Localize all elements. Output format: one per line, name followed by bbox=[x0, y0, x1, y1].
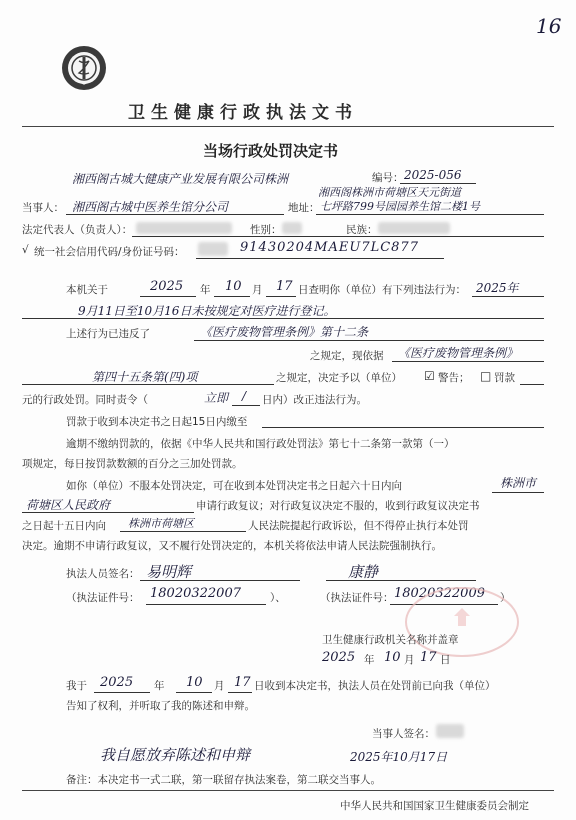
legal-rep-label: 法定代表人（负责人）： bbox=[22, 224, 133, 236]
number-label: 编号： bbox=[372, 172, 404, 184]
gender-label: 性别： bbox=[250, 224, 282, 236]
party-sign-label: 当事人签名： bbox=[372, 728, 435, 740]
official-stamp-icon bbox=[402, 586, 522, 658]
credit-label: 统一社会信用代码/身份证号码： bbox=[34, 246, 185, 258]
p1-prefix: 本机关于 bbox=[66, 284, 108, 296]
agency-day: 17 bbox=[420, 650, 437, 665]
p1-month: 10 bbox=[225, 279, 242, 294]
officer-id-2: 18020322009 bbox=[394, 586, 485, 601]
p1-basis: 之规定，现依据 bbox=[310, 350, 384, 362]
waiver-statement: 我自愿放弃陈述和申辩 bbox=[100, 746, 251, 764]
officer-id-1: 18020322007 bbox=[150, 586, 241, 601]
late-fee-line-1: 逾期不缴纳罚款的，依据《中华人民共和国行政处罚法》第七十二条第一款第（一） bbox=[66, 438, 455, 450]
p1-day: 17 bbox=[276, 279, 293, 294]
address-top-handwritten: 湘西阁株洲市荷塘区天元街道 bbox=[318, 186, 461, 199]
receipt-day: 17 bbox=[234, 675, 251, 690]
receipt-prefix: 我于 bbox=[66, 680, 87, 692]
appeal-court: 株洲市荷塘区 bbox=[128, 517, 194, 530]
handwritten-company-line: 湘西阁古城大健康产业发展有限公司株洲 bbox=[72, 172, 289, 186]
agency-year: 2025 bbox=[322, 650, 356, 665]
address-label: 地址： bbox=[288, 202, 320, 214]
agency-month: 10 bbox=[384, 650, 401, 665]
party-sign-date: 2025年10月17日 bbox=[350, 750, 448, 764]
document-title: 当场行政处罚决定书 bbox=[203, 142, 339, 160]
footer-issuer: 中华人民共和国国家卫生健康委员会制定 bbox=[340, 800, 529, 812]
appeal-gov-1: 株洲市 bbox=[500, 476, 537, 490]
basis-article: 第四十五条第(四)项 bbox=[92, 370, 198, 384]
number-value: 2025-056 bbox=[404, 168, 462, 182]
credit-check-mark: √ bbox=[22, 244, 29, 256]
basis-law: 《医疗废物管理条例》 bbox=[398, 346, 519, 360]
officer-signature-2: 康静 bbox=[348, 563, 379, 581]
remark-note: 备注：本决定书一式二联，第一联留存执法案卷，第二联交当事人。 bbox=[66, 774, 381, 786]
p1-violated: 上述行为已违反了 bbox=[66, 328, 150, 340]
party-name: 湘西阁古城中医养生馆分公司 bbox=[72, 200, 229, 214]
header-divider bbox=[22, 126, 554, 127]
violated-law: 《医疗废物管理条例》第十二条 bbox=[200, 325, 369, 339]
p1-year: 2025 bbox=[150, 279, 184, 294]
page-number: 16 bbox=[536, 14, 562, 38]
receipt-month: 10 bbox=[186, 675, 203, 690]
fine-label: 罚款 bbox=[494, 372, 515, 384]
health-emblem-icon bbox=[60, 44, 108, 92]
receipt-year: 2025 bbox=[100, 675, 134, 690]
officer-signature-1: 易明辉 bbox=[146, 563, 192, 581]
late-fee-line-2: 项规定，每日按罚款数额的百分之三加处罚款。 bbox=[22, 458, 243, 470]
appeal-gov-2: 荷塘区人民政府 bbox=[26, 498, 111, 512]
header-title: 卫生健康行政执法文书 bbox=[128, 103, 358, 123]
credit-code: 91430204MAEU7LC877 bbox=[240, 240, 419, 255]
footer-divider bbox=[22, 790, 554, 791]
appeal-line-1: 如你（单位）不服本处罚决定，可在收到本处罚决定书之日起六十日内向 bbox=[66, 480, 402, 492]
violation-description: 9月11日至10月16日未按规定对医疗进行登记。 bbox=[78, 304, 336, 318]
redacted-legal-rep bbox=[136, 222, 232, 234]
ethnicity-label: 民族： bbox=[346, 224, 378, 236]
violation-year: 2025年 bbox=[476, 281, 519, 295]
agency-label: 卫生健康行政机关名称并盖章 bbox=[322, 634, 459, 646]
payment-text: 罚款于收到本决定书之日起15日内缴至 bbox=[66, 416, 248, 428]
document-page: 16 卫生健康行政执法文书 当场行政处罚决定书 湘西阁古城大健康产业发展有限公司株洲 编号： 2025-056 湘西阁株洲市荷塘区天元街道 当事人： 湘西阁古城中医养生馆分公司 地址： 七坪路799号园园养生馆二楼1号 法定代表人（负责人）： 性别： 民族： √ 统一社会信用代码/身份证号码： 91430204MAEU7LC877 本机关于 2025 年 10 月 17 日查明你（单位）有下列违法行为： 2025年 9月11日至10月16日未按规定对医疗进行登记。 上述行为已违反了 《医疗废物管理条例》第十二条 之规定，现依据 《医疗废物管理条例》 第四十五条第(四)项 之规定，决定予以（单位） ☑ 警告； □ 罚款 元的行政处罚。同时责令（ 立即 / 日内）改正违法行为。 罚款于收到本决定书之日起15日内缴至 逾期不缴纳罚款的，依据《中华人民共和国行政处罚法》第七十二条第一款第（一） 项规定，每日按罚款数额的百分之三加处罚款。 如你（单位）不服本处罚决定，可在收到本处罚决定书之日起六十日内向 株洲市 荷塘区人民政府 申请行政复议；对行政复议决定不服的，收到行政复议决定书 之日起十五日内向 株洲市荷塘区 人民法院提起行政诉讼，但不得停止执行本处罚 决定。逾期不申请行政复议，又不履行处罚决定的，本机关将依法申请人民法院强制执行。 执法人员签名： 易明辉 康静 （执法证件号： 18020322007 ）、 （执法证件号： 18020322009 ） 卫生健康行政机关名称并盖章 2025 年 10 月 17 日 我于 2025 年 10 月 17 日收到本决定书，执法人员在处罚前已向我（单位） 告知了权利，并听取了我的陈述和申辩。 当事人签名： 我自愿放弃陈述和申辩 2025年10月17日 备注：本决定书一式二联，第一联留存执法案卷，第二联交当事人。 中华人民共和国国家卫生健康委员会制定 bbox=[0, 0, 576, 820]
receipt-line-2: 告知了权利，并听取了我的陈述和申辩。 bbox=[66, 700, 255, 712]
address-value: 七坪路799号园园养生馆二楼1号 bbox=[320, 200, 480, 213]
party-label: 当事人： bbox=[22, 202, 64, 214]
immediate-mark: 立即 bbox=[204, 391, 229, 405]
officer-sign-label: 执法人员签名： bbox=[66, 568, 140, 580]
redacted-party-signature bbox=[436, 724, 464, 738]
warning-checkbox: ☑ bbox=[424, 369, 435, 383]
fine-checkbox: □ bbox=[480, 369, 492, 383]
warning-label: 警告； bbox=[438, 372, 470, 384]
appeal-line-4: 决定。逾期不申请行政复议，又不履行处罚决定的，本机关将依法申请人民法院强制执行。 bbox=[22, 540, 442, 552]
